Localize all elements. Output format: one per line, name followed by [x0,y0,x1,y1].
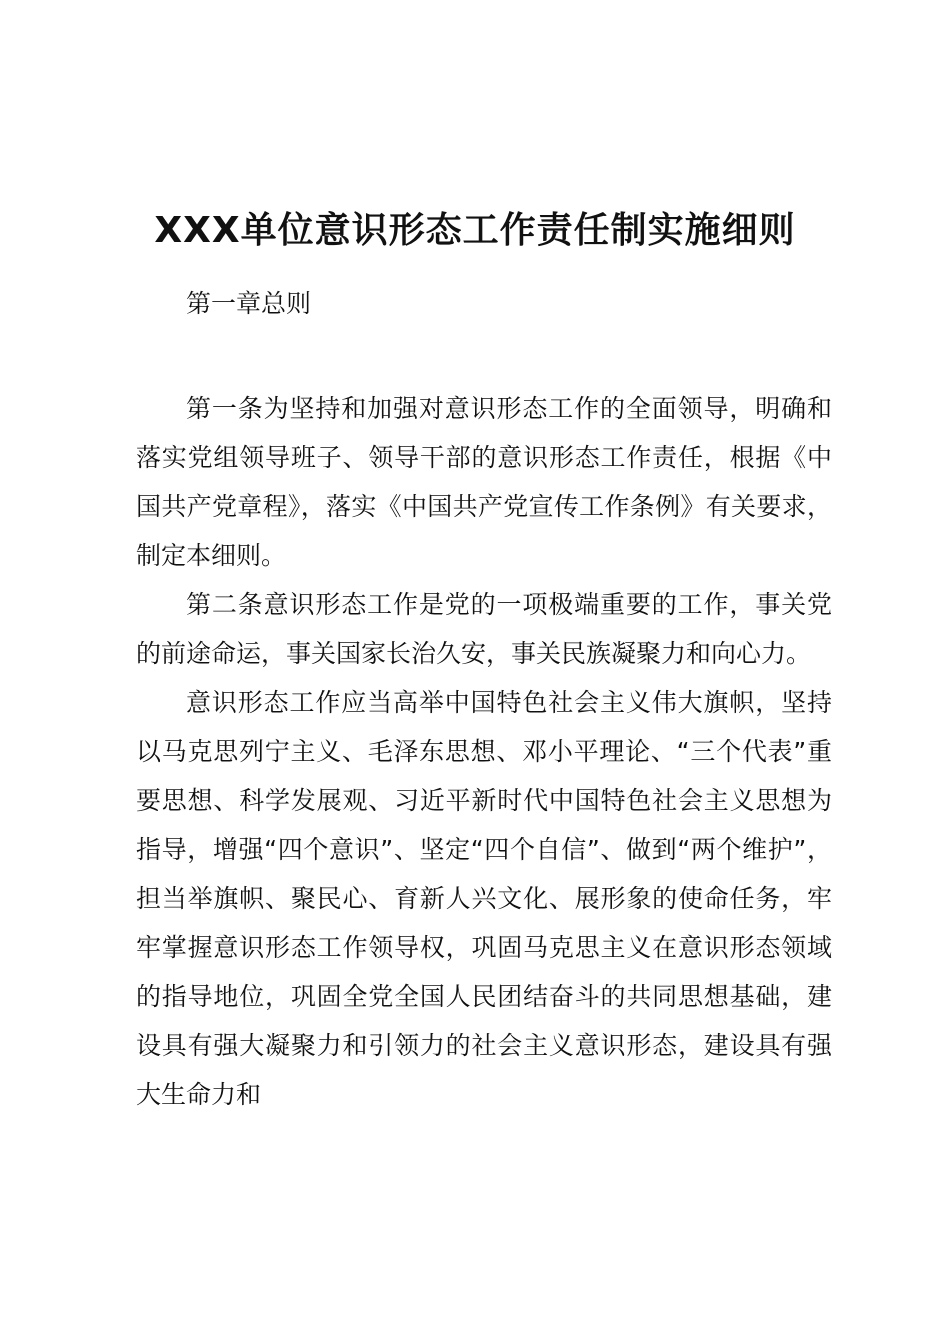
document-body [136,384,832,1119]
document-title: XXX单位意识形态工作责任制实施细则 [154,210,796,251]
paragraph-article-1: 第一条为坚持和加强对意识形态工作的全面领导，明确和落实党组领导班子、领导干部的意识形态工作责任，根据《中国共产党章程》，落实《中国共产党宣传工作条例》有关要求，制定本细则。 [136,394,832,570]
chapter-heading: 第一章总则 [186,289,312,318]
paragraph-article-2: 第二条意识形态工作是党的一项极端重要的工作，事关党的前途命运，事关国家长治久安，事关民族凝聚力和向心力。 [136,590,832,668]
paragraph-ideology-work: 意识形态工作应当高举中国特色社会主义伟大旗帜，坚持以马克思列宁主义、毛泽东思想、邓小平理论、“三个代表”重要思想、科学发展观、习近平新时代中国特色社会主义思想为指导，增强“四个意识”、坚定“四个自信”、做到“两个维护”，担当举旗帜、聚民心、育新人兴文化、展形象的使命任务，牢牢掌握意识形态工作领导权，巩固马克思主义在意识形态领域的指导地位，巩固全党全国人民团结奋斗的共同思想基础，建设具有强大凝聚力和引领力的社会主义意识形态，建设具有强大生命力和 [136,688,832,1109]
